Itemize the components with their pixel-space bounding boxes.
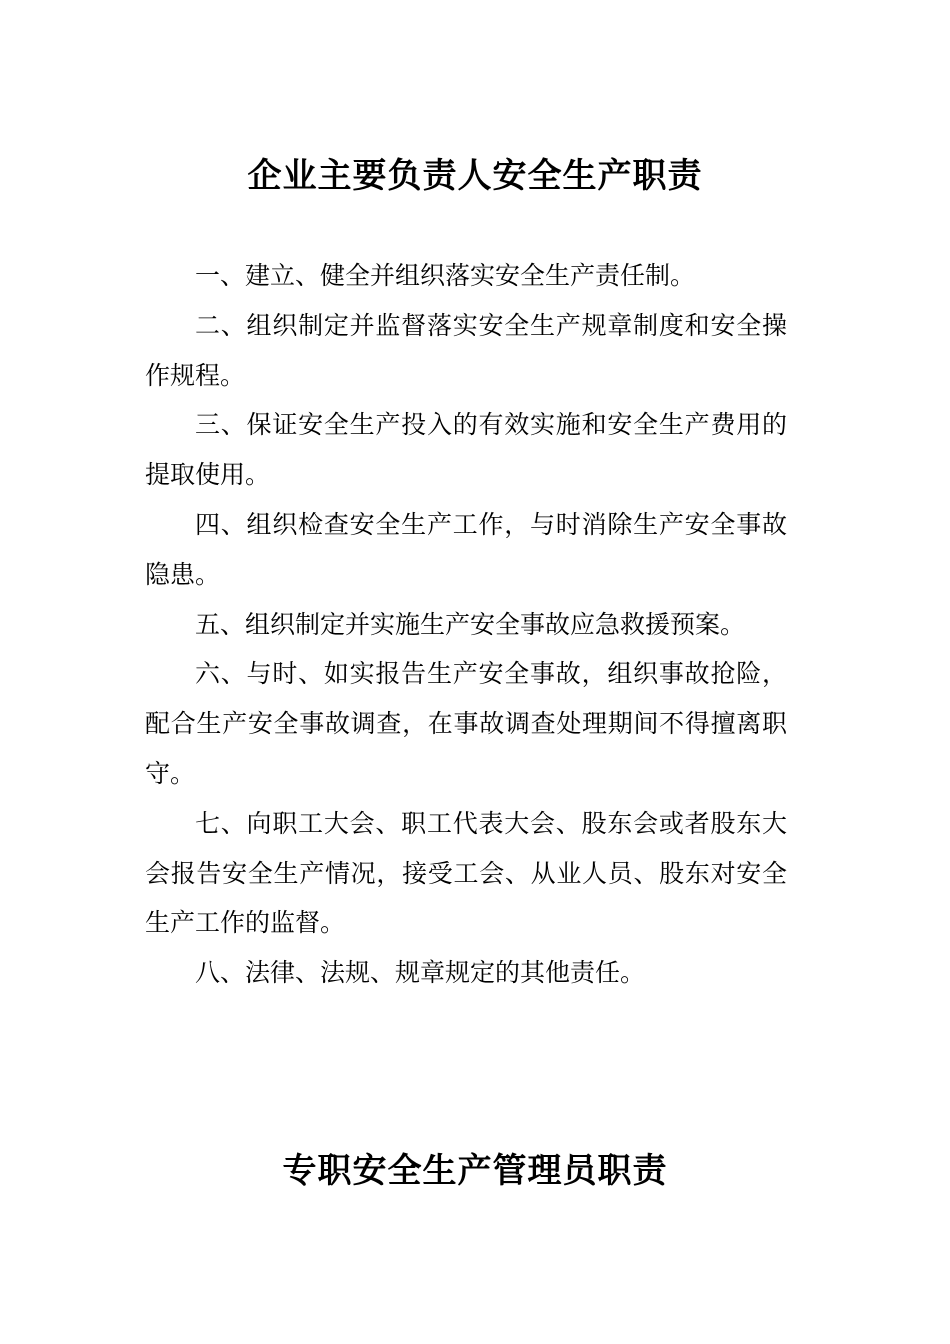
duty-item-6: 六、与时、如实报告生产安全事故，组织事故抢险，配合生产安全事故调查，在事故调查处理期间不得擅离职守。: [145, 659, 787, 788]
duty-list: [145, 251, 787, 998]
page-title: 企业主要负责人安全生产职责: [247, 156, 703, 196]
duty-item-1: 一、建立、健全并组织落实安全生产责任制。: [195, 261, 696, 290]
duty-item-8: 八、法律、法规、规章规定的其他责任。: [195, 958, 646, 988]
section-title: 专职安全生产管理员职责: [282, 1151, 668, 1191]
duty-item-4: 四、组织检查安全生产工作，与时消除生产安全事故隐患。: [145, 509, 787, 589]
duty-item-2: 二、组织制定并监督落实安全生产规章制度和安全操作规程。: [145, 310, 787, 390]
duty-item-5: 五、组织制定并实施生产安全事故应急救援预案。: [195, 609, 746, 639]
duty-item-7: 七、向职工大会、职工代表大会、股东会或者股东大会报告安全生产情况，接受工会、从业人员、股东对安全生产工作的监督。: [145, 808, 787, 938]
duty-item-3: 三、保证安全生产投入的有效实施和安全生产费用的提取使用。: [145, 410, 787, 490]
